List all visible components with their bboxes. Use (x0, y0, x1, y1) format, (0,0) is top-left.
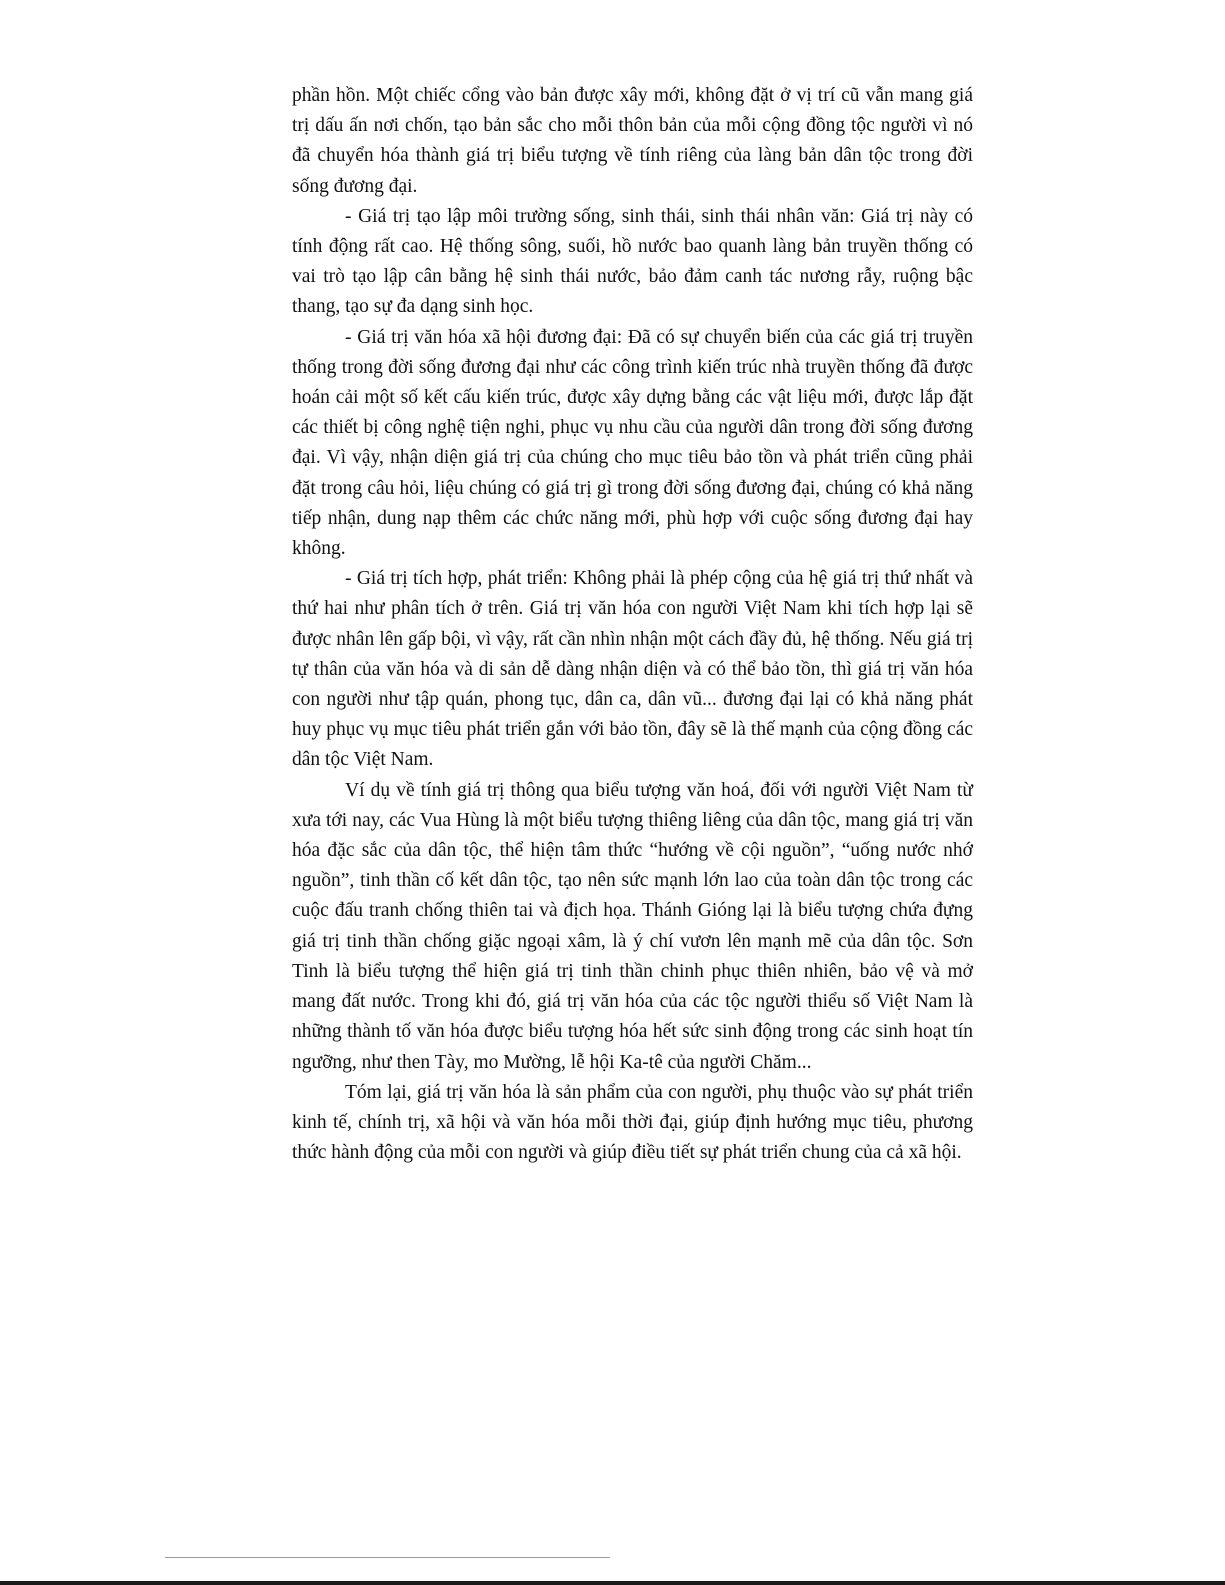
paragraph-environment-value: - Giá trị tạo lập môi trường sống, sinh thái, sinh thái nhân văn: Giá trị này có tính động rất cao. Hệ thống sông, suối, hồ nước bao quanh làng bản truyền thống có vai trò tạo lập cân bằng hệ sinh thái nước, bảo đảm canh tác nương rẫy, ruộng bậc thang, tạo sự đa dạng sinh học. (292, 205, 973, 318)
paragraph-continuation: phần hồn. Một chiếc cổng vào bản được xây mới, không đặt ở vị trí cũ vẫn mang giá trị dấu ấn nơi chốn, tạo bản sắc cho mỗi thôn bản của mỗi cộng đồng tộc người vì nó đã chuyển hóa thành giá trị biểu tượng về tính riêng của làng bản dân tộc trong đời sống đương đại. (292, 85, 973, 197)
paragraph-contemporary-social-value: - Giá trị văn hóa xã hội đương đại: Đã có sự chuyển biến của các giá trị truyền thống trong đời sống đương đại như các công trình kiến trúc nhà truyền thống đã được hoán cải một số kết cấu kiến trúc, được xây dựng bằng các vật liệu mới, được lắp đặt các thiết bị công nghệ tiện nghi, phục vụ nhu cầu của người dân trong đời sống đương đại. Vì vậy, nhận diện giá trị của chúng cho mục tiêu bảo tồn và phát triển cũng phải đặt trong câu hỏi, liệu chúng có giá trị gì trong đời sống đương đại, chúng có khả năng tiếp nhận, dung nạp thêm các chức năng mới, phù hợp với cuộc sống đương đại hay không. (292, 326, 973, 560)
paragraph-conclusion: Tóm lại, giá trị văn hóa là sản phẩm của con người, phụ thuộc vào sự phát triển kinh tế, chính trị, xã hội và văn hóa mỗi thời đại, giúp định hướng mục tiêu, phương thức hành động của mỗi con người và giúp điều tiết sự phát triển chung của cả xã hội. (292, 1081, 973, 1164)
page-bottom-edge (0, 1581, 1225, 1585)
footnote-separator (165, 1557, 610, 1558)
body-text (292, 81, 973, 1168)
paragraph-integration-value: - Giá trị tích hợp, phát triển: Không phải là phép cộng của hệ giá trị thứ nhất và thứ hai như phân tích ở trên. Giá trị văn hóa con người Việt Nam khi tích hợp lại sẽ được nhân lên gấp bội, vì vậy, rất cần nhìn nhận một cách đầy đủ, hệ thống. Nếu giá trị tự thân của văn hóa và di sản dễ dàng nhận diện và có thể bảo tồn, thì giá trị văn hóa con người như tập quán, phong tục, dân ca, dân vũ... đương đại lại có khả năng phát huy phục vụ mục tiêu phát triển gắn với bảo tồn, đây sẽ là thế mạnh của cộng đồng các dân tộc Việt Nam. (292, 568, 973, 771)
paragraph-symbol-example: Ví dụ về tính giá trị thông qua biểu tượng văn hoá, đối với người Việt Nam từ xưa tới nay, các Vua Hùng là một biểu tượng thiêng liêng của dân tộc, mang giá trị văn hóa đặc sắc của dân tộc, thể hiện tâm thức “hướng về cội nguồn”, “uống nước nhớ nguồn”, tinh thần cố kết dân tộc, tạo nên sức mạnh lớn lao của toàn dân tộc trong các cuộc đấu tranh chống thiên tai và địch họa. Thánh Gióng lại là biểu tượng chứa đựng giá trị tinh thần chống giặc ngoại xâm, là ý chí vươn lên mạnh mẽ của dân tộc. Sơn Tinh là biểu tượng thể hiện giá trị tinh thần chinh phục thiên nhiên, bảo vệ và mở mang đất nước. Trong khi đó, giá trị văn hóa của các tộc người thiểu số Việt Nam là những thành tố văn hóa được biểu tượng hóa hết sức sinh động trong các sinh hoạt tín ngưỡng, như then Tày, mo Mường, lễ hội Ka-tê của người Chăm... (292, 779, 973, 1073)
